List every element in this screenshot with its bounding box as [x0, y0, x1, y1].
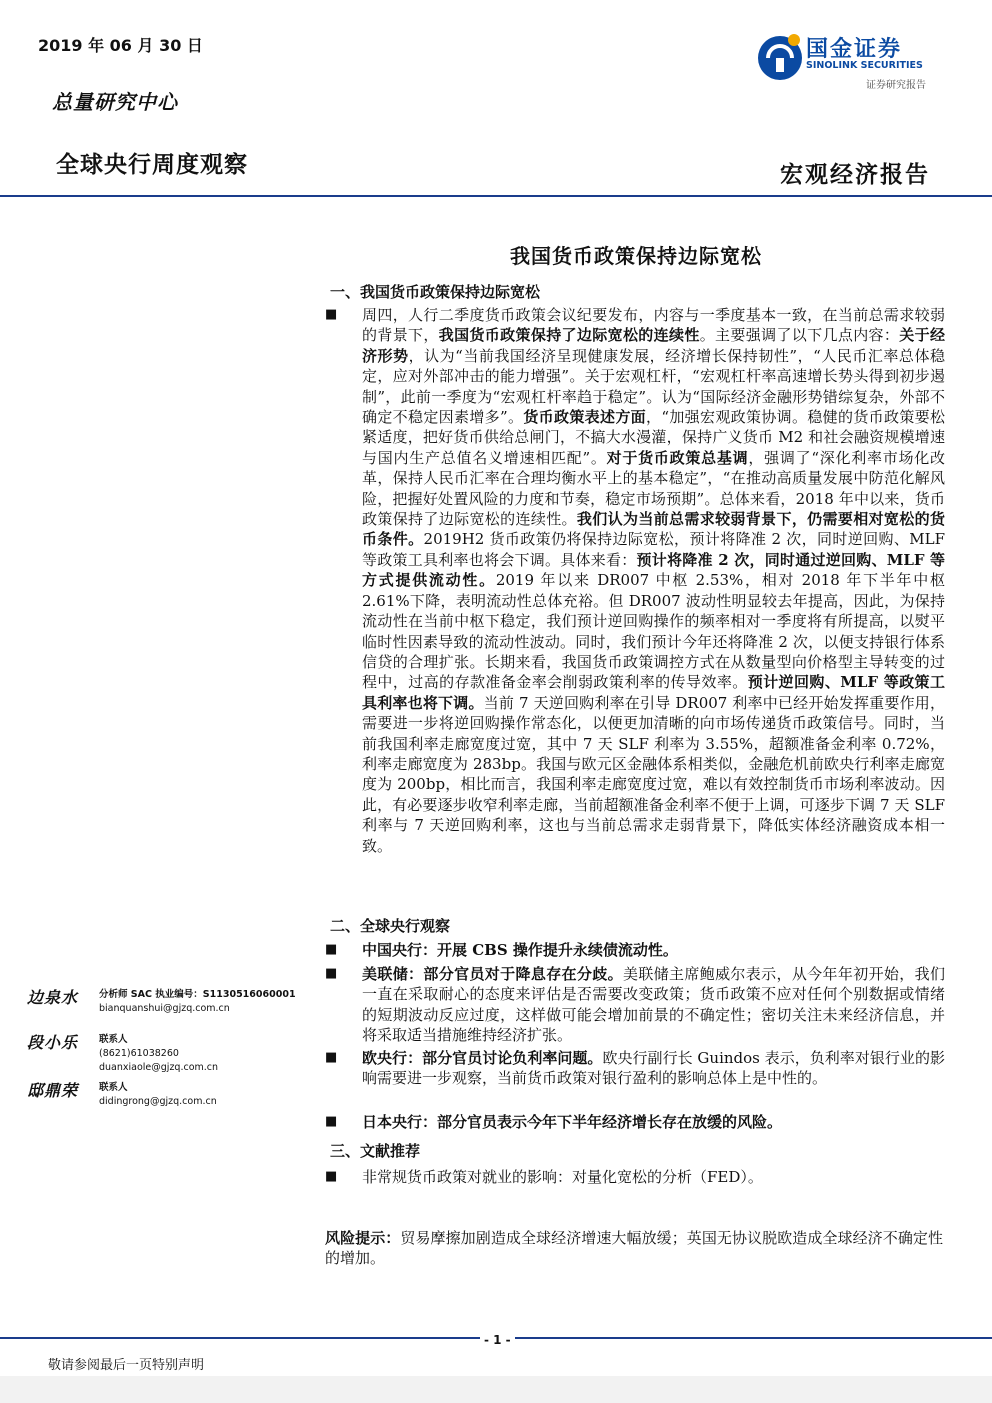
body-text: 欧央行副行长 Guindos 表示，负利率对银行业的影响需要进一步观察，当前货币政策对银行盈利的影响总体上是中性的。 [362, 1049, 945, 1088]
risk-warning [325, 1228, 943, 1269]
section-heading: 三、文献推荐 [330, 1142, 421, 1160]
logo-text-en: SINOLINK SECURITIES [806, 60, 923, 71]
emphasis-text: 中国央行：开展 CBS 操作提升永续债流动性。 [362, 941, 678, 959]
emphasis-text: 我们认为当前总需求较弱背景下，仍需要相对宽松的货币条件。 [362, 510, 945, 549]
analyst-name: 边泉水 [27, 988, 79, 1007]
paragraph-text [362, 1167, 945, 1187]
analyst-phone: (8621)61038260 [99, 1048, 179, 1059]
research-center: 总量研究中心 [52, 90, 178, 114]
footer-bar [0, 1376, 992, 1403]
analyst-info [99, 1081, 217, 1109]
bullet-square-icon: ■ [325, 307, 338, 322]
risk-text: 贸易摩擦加剧造成全球经济增速大幅放缓；英国无协议脱欧造成全球经济不确定性的增加。 [325, 1229, 943, 1268]
bullet-square-icon: ■ [325, 1050, 338, 1065]
section-heading: 一、我国货币政策保持边际宽松 [330, 283, 541, 301]
logo-subtitle: 证券研究报告 [866, 80, 926, 91]
series-title: 全球央行周度观察 [56, 152, 248, 178]
emphasis-text: 欧央行：部分官员讨论负利率问题。 [362, 1049, 603, 1067]
analyst-email[interactable]: duanxiaole@gjzq.com.cn [99, 1062, 219, 1073]
paragraph-text [362, 1048, 945, 1089]
bullet-paragraph [325, 1167, 945, 1187]
analyst-name: 邸鼎荣 [27, 1081, 79, 1100]
analyst-role: 联系人 [99, 1082, 128, 1093]
analyst-email[interactable]: bianquanshui@gjzq.com.cn [99, 1003, 230, 1014]
body-text: 2019 年以来 DR007 中枢 2.53%，相对 2018 年下半年中枢 2.61%下降，表明流动性总体充裕。但 DR007 波动性明显较去年提高，因此，为保持流动性在当前中枢下稳定，我们预计逆回购操作的频率相对一季度将有所提高，以熨平临时性因素导致的流动性波动。同时，我们预计今年还将降准 2 次，以便支持银行体系信贷的合理扩张。长期来看，我国货币政策调控方式在从数量型向价格型主导转变的过程中，过高的存款准备金率会削弱政策利率的传导效率。 [362, 571, 945, 692]
disclaimer-note: 敬请参阅最后一页特别声明 [48, 1358, 205, 1373]
emphasis-text: 我国货币政策保持了边际宽松的连续性 [438, 326, 700, 345]
logo-text-cn: 国金证券 [806, 37, 903, 62]
report-type: 宏观经济报告 [780, 161, 930, 188]
emphasis-text: 预计逆回购、MLF 等政策工具利率也将下调。 [362, 673, 945, 712]
page-number: - 1 - [480, 1333, 515, 1347]
header-rule [0, 195, 992, 197]
body-text: ，认为“当前我国经济呈现健康发展，经济增长保持韧性”，“人民币汇率总体稳定，应对外部冲击的能力增强”。关于宏观杠杆，“宏观杠杆率高速增长势头得到初步遏制”，此前一季度为“宏观杠杆率趋于稳定”。认为“国际经济金融形势错综复杂，外部不确定不稳定因素增多”。 [362, 346, 945, 427]
analyst-email[interactable]: didingrong@gjzq.com.cn [99, 1096, 217, 1107]
emphasis-text: 对于货币政策总基调 [606, 448, 749, 467]
section-heading: 二、全球央行观察 [330, 917, 451, 935]
analyst-info [99, 1033, 218, 1075]
body-text: 当前 7 天逆回购利率在引导 DR007 利率中已经开始发挥重要作用，需要进一步将逆回购操作常态化，以便更加清晰的向市场传递货币政策信号。同时，当前我国利率走廊宽度过宽，其中 7 天 SLF 利率为 3.55%，超额准备金利率 0.72%，利率走廊宽度为 283bp。我国与欧元区金融体系相类似，金融危机前欧央行利率走廊宽度为 200bp，相比而言，我国利率走廊宽度过宽，难以有效控制货币市场利率波动。因此，有必要逐步收窄利率走廊，当前超额准备金利率不便于上调，可逐步下调 7 天 SLF 利率与 7 天逆回购利率，这也与当前总需求走弱背景下，降低实体经济融资成本相一致。 [362, 693, 945, 855]
bullet-square-icon: ■ [325, 1114, 338, 1129]
emphasis-text: 美联储：部分官员对于降息存在分歧。 [362, 965, 623, 983]
body-text: 美联储主席鲍威尔表示，从今年年初开始，我们一直在采取耐心的态度来评估是否需要改变政策；货币政策不应对任何个别数据或情绪的短期波动反应过度，这样做可能会增加前景的不确定性；密切关注未来经济信息，并将采取适当措施维持经济扩张。 [362, 965, 945, 1045]
body-text: ，强调了“深化利率市场化改革，保持人民币汇率在合理均衡水平上的基本稳定”，“在推动高质量发展中防范化解风险，把握好处置风险的力度和节奏，稳定市场预期”。总体来看，2018 年中以来，货币政策保持了边际宽松的连续性。 [362, 448, 945, 529]
paragraph-text [362, 964, 945, 1046]
emphasis-text: 关于经济形势 [362, 326, 945, 365]
paragraph-text [362, 1112, 945, 1132]
bullet-paragraph [325, 940, 945, 960]
analyst-info [99, 988, 296, 1016]
body-text: 2019H2 货币政策仍将保持边际宽松，预计将降准 2 次，同时逆回购、MLF 等政策工具利率也将会下调。具体来看： [362, 530, 945, 569]
body-text: 非常规货币政策对就业的影响：对量化宽松的分析（FED）。 [362, 1168, 763, 1186]
bullet-square-icon: ■ [325, 1169, 338, 1184]
report-date: 2019 年 06 月 30 日 [38, 36, 203, 55]
analyst-name: 段小乐 [27, 1033, 79, 1052]
bullet-paragraph [325, 1048, 945, 1089]
body-text: 。主要强调了以下几点内容： [699, 326, 900, 345]
risk-label: 风险提示： [325, 1229, 401, 1247]
bullet-square-icon: ■ [325, 942, 338, 957]
analyst-role: 联系人 [99, 1034, 128, 1045]
paragraph-text [362, 940, 945, 960]
analyst-role: 分析师 SAC 执业编号：S1130516060001 [99, 989, 296, 1000]
bullet-paragraph [325, 305, 945, 856]
emphasis-text: 预计将降准 2 次，同时通过逆回购、MLF 等方式提供流动性。 [362, 550, 945, 590]
emphasis-text: 货币政策表述方面 [523, 408, 647, 427]
body-text: 周四，人行二季度货币政策会议纪要发布，内容与一季度基本一致，在当前总需求较弱的背景下， [362, 306, 945, 345]
bullet-square-icon: ■ [325, 966, 338, 981]
bullet-paragraph [325, 1112, 945, 1132]
bullet-paragraph [325, 964, 945, 1046]
paragraph-text [362, 305, 945, 856]
body-text: ，“加强宏观政策协调。稳健的货币政策要松紧适度，把好货币供给总闸门，不搞大水漫灌，保持广义货币 M2 和社会融资规模增速与国内生产总值名义增速相匹配”。 [362, 408, 946, 467]
report-title: 我国货币政策保持边际宽松 [510, 244, 762, 268]
emphasis-text: 日本央行：部分官员表示今年下半年经济增长存在放缓的风险。 [362, 1113, 783, 1131]
